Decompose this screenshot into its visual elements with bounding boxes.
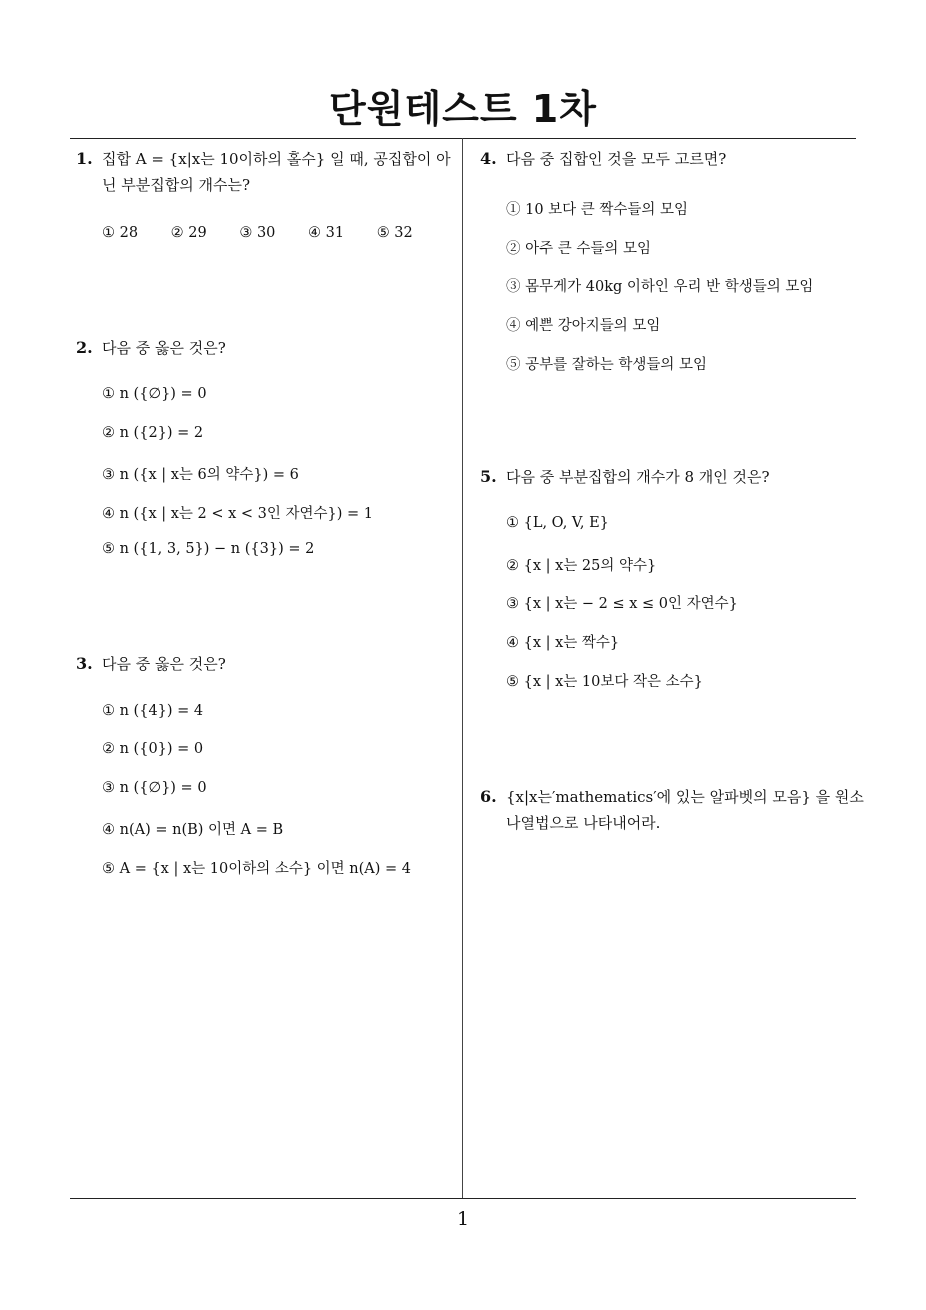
question-text-line2: 나열법으로 나타내어라. (506, 814, 661, 832)
choice-5[interactable]: ⑤ A = {x | x는 10이하의 소수} 이면 n(A) = 4 (102, 861, 412, 877)
choice-2[interactable]: ② 아주 큰 수들의 모임 (506, 241, 651, 257)
choice-2[interactable]: ② n ({2}) = 2 (102, 425, 204, 441)
bottom-rule (70, 1198, 856, 1199)
choice-1[interactable]: ① {L, O, V, E} (506, 515, 609, 531)
choice-4[interactable]: ④ 31 (308, 225, 345, 241)
choice-1[interactable]: ① 10 보다 큰 짝수들의 모임 (506, 202, 689, 218)
question-1 (76, 146, 456, 198)
choice-1[interactable]: ① n ({4}) = 4 (102, 703, 204, 719)
page-title: 단원테스트 1차 (329, 87, 597, 131)
choice-2[interactable]: ② n ({0}) = 0 (102, 741, 204, 757)
question-6 (480, 784, 864, 836)
question-number: 3. (76, 654, 93, 673)
choice-4[interactable]: ④ n(A) = n(B) 이면 A = B (102, 822, 284, 838)
column-divider (462, 138, 463, 1198)
question-text-line2: 닌 부분집합의 개수는? (102, 176, 250, 194)
choice-5[interactable]: ⑤ 32 (376, 225, 413, 241)
choice-3[interactable]: ③ 30 (239, 225, 276, 241)
choice-2[interactable]: ② 29 (170, 225, 207, 241)
question-text: 다음 중 부분집합의 개수가 8 개인 것은? (506, 468, 770, 486)
choice-2[interactable]: ② {x | x는 25의 약수} (506, 558, 657, 574)
question-2 (76, 335, 226, 361)
page-number: 1 (456, 1208, 470, 1230)
choice-4[interactable]: ④ 예쁜 강아지들의 모임 (506, 318, 661, 334)
question-number: 6. (480, 787, 497, 806)
choice-4[interactable]: ④ n ({x | x는 2 < x < 3인 자연수}) = 1 (102, 506, 373, 522)
choice-1[interactable]: ① n ({∅}) = 0 (102, 386, 207, 402)
choice-3[interactable]: ③ 몸무게가 40kg 이하인 우리 반 학생들의 모임 (506, 279, 814, 295)
question-3 (76, 651, 226, 677)
choice-1[interactable]: ① 28 (102, 225, 139, 241)
question-text: 다음 중 집합인 것을 모두 고르면? (506, 150, 727, 168)
question-5 (480, 464, 770, 490)
question-number: 5. (480, 467, 497, 486)
choice-3[interactable]: ③ n ({x | x는 6의 약수}) = 6 (102, 467, 299, 483)
choice-3[interactable]: ③ n ({∅}) = 0 (102, 780, 207, 796)
question-1-choices (102, 225, 441, 241)
question-text-line1: 집합 A = {x|x는 10이하의 홀수} 일 때, 공집합이 아 (102, 150, 451, 168)
question-number: 2. (76, 338, 93, 357)
question-text-line1: {x|x는′mathematics′에 있는 알파벳의 모음} 을 원소 (506, 788, 864, 806)
choice-5[interactable]: ⑤ 공부를 잘하는 학생들의 모임 (506, 357, 708, 373)
question-4 (480, 146, 726, 172)
choice-3[interactable]: ③ {x | x는 − 2 ≤ x ≤ 0인 자연수} (506, 596, 738, 612)
choice-5[interactable]: ⑤ {x | x는 10보다 작은 소수} (506, 674, 703, 690)
question-number: 4. (480, 149, 497, 168)
top-rule (70, 138, 856, 139)
choice-5[interactable]: ⑤ n ({1, 3, 5}) − n ({3}) = 2 (102, 541, 315, 557)
question-number: 1. (76, 149, 93, 168)
question-text: 다음 중 옳은 것은? (102, 655, 226, 673)
choice-4[interactable]: ④ {x | x는 짝수} (506, 635, 620, 651)
question-text: 다음 중 옳은 것은? (102, 339, 226, 357)
